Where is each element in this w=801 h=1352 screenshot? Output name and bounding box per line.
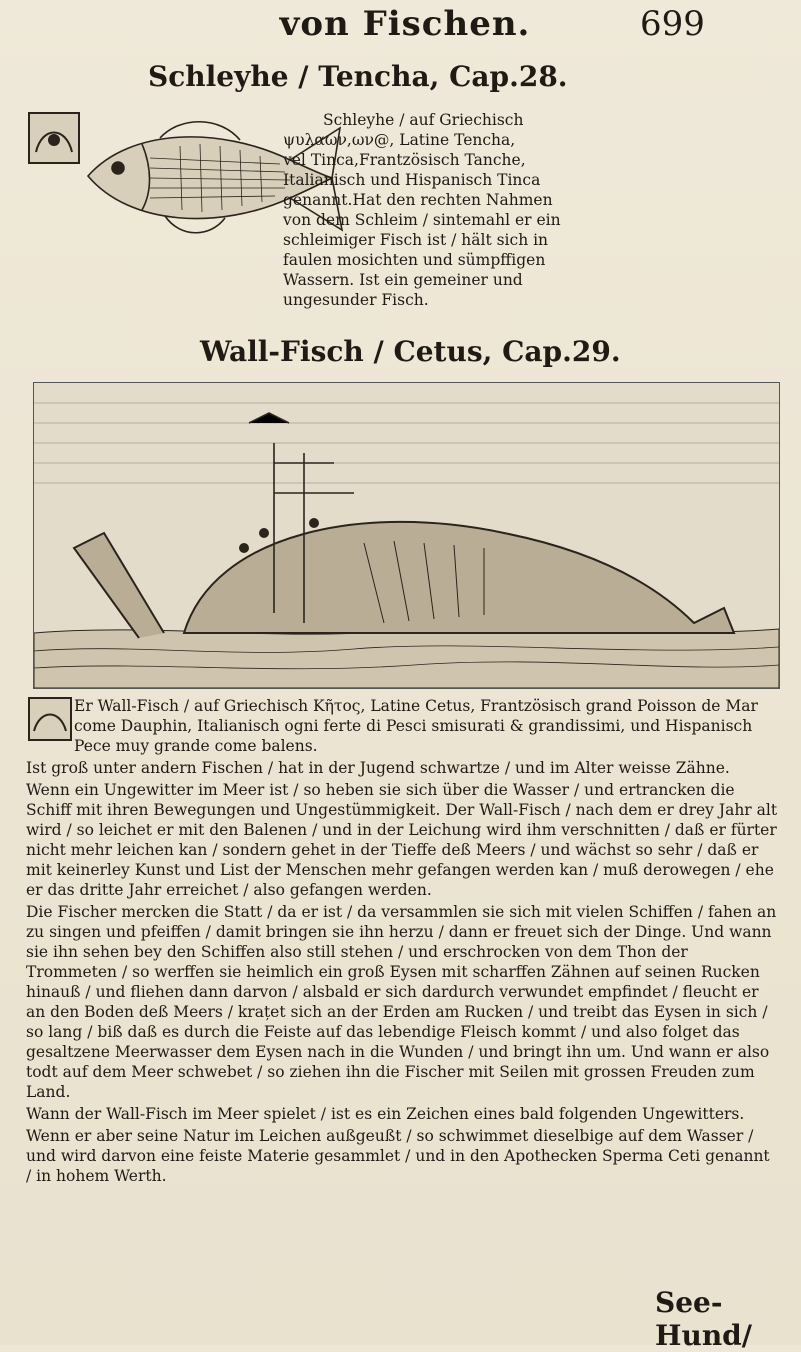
- text-line: genannt.Hat den rechten Nahmen: [283, 191, 553, 209]
- section-caption-whale: Wall-Fisch / Cetus, Cap.29.: [200, 335, 621, 368]
- text-line: ungesunder Fisch.: [283, 291, 429, 309]
- whale-engraving: [33, 382, 780, 689]
- text-line: Italianisch und Hispanisch Tinca: [283, 171, 541, 189]
- paragraph: Die Fischer mercken die Statt / da er ist / da versammlen sie sich mit vielen Schiffen / fahen an zu singen und pfeiffen / damit bringen sie ihn herzu / dann er freuet sich der Dinge. Und wann sie ihn sehen bey den Schiffen also still stehen / und erschrocken von dem Thon der Trommeten / so werffen sie heimlich ein groß Eysen mit scharffen Zähnen auf seinen Rucken hinauß / und fliehen dann darvon / alsbald er sich dardurch verwundet empfindet / fleucht er an den Boden deß Meers / krațet sich an der Erden am Rucken / und treibt das Eysen in sich / so lang / biß daß es durch die Feiste auf das lebendige Fleisch kommt / und also folget das gesaltzene Meerwasser dem Eysen nach in die Wunden / und bringt ihn um. Und wann er also todt auf dem Meer schwebet / so ziehen ihn die Fischer mit Seilen mit grossen Freuden zum Land.: [26, 903, 777, 1101]
- section-caption-tench: Schleyhe / Tencha, Cap.28.: [148, 60, 568, 93]
- running-head: von Fischen.: [279, 4, 531, 44]
- paragraph: Er Wall-Fisch / auf Griechisch Κῆτος, Latine Cetus, Frantzösisch grand Poisson de Mar come Dauphin, Italianisch ogni ferte di Pesci smisurati & grandissimi, und Hispanisch Pece muy grande come balens.: [74, 697, 758, 755]
- page-number: 699: [640, 4, 705, 44]
- paragraph: Wann der Wall-Fisch im Meer spielet / ist es ein Zeichen eines bald folgenden Ungewitters.: [26, 1105, 745, 1123]
- text-line: ψυλαων,ων@, Latine Tencha,: [283, 131, 516, 149]
- text-line: von dem Schleim / sintemahl er ein: [283, 211, 561, 229]
- paragraph: Wenn ein Ungewitter im Meer ist / so heben sie sich über die Wasser / und ertrancken die Schiff mit ihren Bewegungen und Ungestümmigkeit. Der Wall-Fisch / nach dem er drey Jahr alt wird / so leichet er mit den Balenen / und in der Leichung wird ihm verschnitten / daß er fürter nicht mehr leichen kan / sondern gehet in der Tieffe deß Meers / und wächst so sehr / daß er mit keinerley Kunst und List der Menschen mehr gefangen werden kan / muß derowegen / ehe er das dritte Jahr erreichet / also gefangen werden.: [26, 781, 778, 899]
- paragraph: Wenn er aber seine Natur im Leichen außgeußt / so schwimmet dieselbige auf dem Wasser / und wird darvon eine feiste Materie gesammlet / und in den Apothecken Sperma Ceti genannt / in hohem Werth.: [26, 1127, 770, 1185]
- text-line: schleimiger Fisch ist / hält sich in: [283, 231, 549, 249]
- ornamental-initial-icon: [28, 112, 80, 164]
- text-line: Wassern. Ist ein gemeiner und: [283, 271, 523, 289]
- text-line: vel Tinca,Frantzösisch Tanche,: [283, 151, 526, 169]
- text-line: faulen mosichten und sümpffigen: [283, 251, 546, 269]
- tench-description: [283, 110, 788, 310]
- whale-description: [26, 696, 778, 1188]
- text-line: Schleyhe / auf Griechisch: [323, 111, 524, 129]
- paragraph: Ist groß unter andern Fischen / hat in der Jugend schwartze / und im Alter weisse Zähne.: [26, 759, 730, 777]
- catchword: See-Hund/: [655, 1286, 752, 1352]
- whale-scene-illustration: [34, 383, 779, 688]
